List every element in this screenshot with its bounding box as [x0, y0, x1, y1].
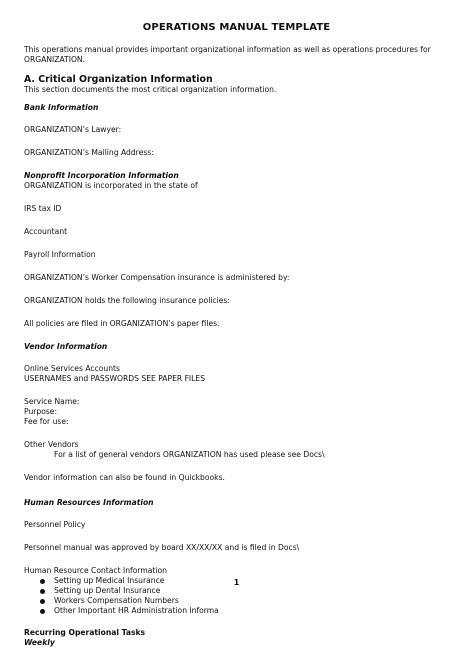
hr-contact-line: Human Resource Contact Information	[24, 566, 167, 575]
recurring-tasks-heading: Recurring Operational Tasks	[24, 628, 146, 637]
incorporated-line: ORGANIZATION is incorporated in the state of	[24, 181, 198, 190]
list-item: Setting up Medical Insurance	[38, 576, 449, 586]
vendor-info-heading: Vendor Information	[24, 342, 108, 351]
weekly-heading: Weekly	[24, 638, 55, 647]
online-services-line: Online Services Accounts	[24, 364, 120, 373]
other-vendors-detail: For a list of general vendors ORGANIZATION has used please see Docs\	[54, 450, 325, 459]
accountant-line: Accountant	[24, 227, 68, 236]
list-item: Other Important HR Administration Informa	[38, 606, 449, 616]
page-number: 1	[233, 578, 240, 587]
intro-paragraph: This operations manual provides important organizational information as well as operations procedures for ORGANIZATION.	[24, 45, 431, 64]
service-name-line: Service Name:	[24, 397, 80, 406]
purpose-line: Purpose:	[24, 407, 58, 416]
quickbooks-line: Vendor information can also be found in Quickbooks.	[24, 473, 225, 482]
lawyer-line: ORGANIZATION’s Lawyer:	[24, 125, 122, 134]
irs-tax-id-line: IRS tax ID	[24, 204, 62, 213]
other-vendors-line: Other Vendors	[24, 440, 79, 449]
bank-info-heading: Bank Information	[24, 103, 99, 112]
list-item: Setting up Dental Insurance	[38, 586, 449, 596]
workers-comp-line: ORGANIZATION’s Worker Compensation insurance is administered by:	[24, 273, 290, 282]
nonprofit-heading: Nonprofit Incorporation Information	[24, 171, 179, 180]
insurance-policies-line: ORGANIZATION holds the following insurance policies:	[24, 296, 230, 305]
mailing-address-line: ORGANIZATION’s Mailing Address:	[24, 148, 154, 157]
personnel-policy-line: Personnel Policy	[24, 520, 86, 529]
payroll-line: Payroll Information	[24, 250, 96, 259]
document-title: OPERATIONS MANUAL TEMPLATE	[142, 22, 331, 33]
hr-info-heading: Human Resources Information	[24, 498, 154, 507]
section-a-heading: A. Critical Organization Information	[24, 74, 213, 85]
list-item: Workers Compensation Numbers	[38, 596, 449, 606]
personnel-manual-line: Personnel manual was approved by board XX/XX/XX and is filed in Docs\	[24, 543, 300, 552]
section-a-description: This section documents the most critical organization information.	[24, 85, 277, 94]
policies-filed-line: All policies are filed in ORGANIZATION’s paper files.	[24, 319, 220, 328]
passwords-line: USERNAMES and PASSWORDS SEE PAPER FILES	[24, 374, 206, 383]
fee-line: Fee for use:	[24, 417, 69, 426]
